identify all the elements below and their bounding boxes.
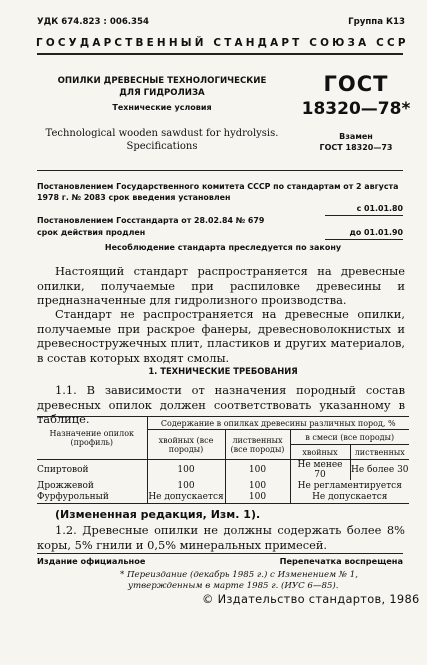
intro-paragraph-1: Настоящий стандарт распространяется на древесные опилки, получаемые при распиловке древесины и предназначенные для гидролизного производства. [37, 264, 405, 308]
composition-table [37, 416, 409, 504]
header-mix-conifer: хвойных [290, 445, 350, 460]
gost-number: 18320—78* [301, 99, 411, 119]
decree-2-line1: Постановлением Госстандарта от 28.02.84 № 679 [37, 216, 265, 225]
paragraph-1-1: 1.1. В зависимости от назначения породный состав древесных опилок должен соответствовать указанному в таблице. [37, 383, 405, 427]
subtitle-ru: Технические условия [112, 103, 212, 112]
row-deciduous: 100 [225, 491, 290, 503]
official-edition: Издание официальное [37, 556, 146, 566]
row-mix-deciduous: Не более 30 [350, 465, 409, 475]
table-row [37, 480, 409, 491]
decree-1-line1: Постановлением Государственного комитета СССР по стандартам от 2 августа [37, 182, 399, 191]
reprint-prohibited: Перепечатка воспрещена [279, 556, 403, 566]
section-1-heading: 1. ТЕХНИЧЕСКИЕ ТРЕБОВАНИЯ [148, 366, 298, 376]
title-ru-line2: ДЛЯ ГИДРОЛИЗА [119, 88, 205, 98]
title-en-line1: Technological wooden sawdust for hydrolysis. [45, 128, 279, 139]
gost-label: ГОСТ [323, 72, 389, 96]
decree-1-date: с 01.01.80 [356, 204, 403, 213]
header-conifer: хвойных (все породы) [147, 430, 225, 460]
row-mix: Не регламентируется [297, 480, 402, 491]
title-en-line2: Specifications [126, 141, 198, 152]
decree-1-line2: 1978 г. № 2083 срок введения установлен [37, 193, 231, 202]
row-name: Дрожжевой [37, 480, 147, 491]
header-mixed: в смеси (все породы) [290, 430, 409, 445]
paragraph-1-2: 1.2. Древесные опилки не должны содержать более 8% коры, 5% гнили и 0,5% минеральных примесей. [37, 523, 405, 552]
state-standard-banner: ГОСУДАРСТВЕННЫЙ СТАНДАРТ СОЮЗА ССР [36, 37, 409, 49]
decree-1-date-rule [325, 215, 403, 216]
legal-warning: Несоблюдение стандарта преследуется по закону [104, 243, 342, 252]
udc-code: УДК 674.823 : 006.354 [37, 17, 149, 27]
header-content-group: Содержание в опилках древесины различных пород, % [147, 417, 409, 430]
table-row [37, 491, 409, 503]
reissue-note-line1: * Переиздание (декабрь 1985 г.) с Изменением № 1, [120, 570, 358, 580]
replaces-gost: ГОСТ 18320—73 [319, 143, 393, 152]
reissue-note-line2: утвержденным в марте 1985 г. (ИУС 6—85). [128, 581, 339, 591]
row-mix: Не допускается [312, 491, 388, 502]
row-name: Спиртовой [37, 460, 147, 481]
row-conifer: 100 [147, 460, 225, 481]
header-deciduous: лиственных (все породы) [225, 430, 290, 460]
row-conifer: Не допускается [148, 491, 224, 502]
decree-2-date: до 01.01.90 [349, 228, 403, 237]
decree-2-line2: срок действия продлен [37, 228, 146, 237]
row-mix-conifer: Не менее 70 [290, 460, 350, 481]
row-name: Фурфурольный [37, 491, 147, 503]
title-rule [37, 170, 403, 171]
row-deciduous: 100 [225, 460, 290, 481]
replaces-label: Взамен [339, 132, 373, 141]
header-mix-deciduous: лиственных [350, 445, 409, 460]
row-conifer: 100 [147, 480, 225, 491]
row-deciduous: 100 [225, 480, 290, 491]
sawdust-composition-table [37, 416, 409, 504]
intro-paragraph-2: Стандарт не распространяется на древесные опилки, получаемые при раскрое фанеры, древесноволокнистых и древесностружечных плит, пластиков и других материалов, в состав которых входят смолы. [37, 307, 405, 365]
decree-2-date-rule [325, 239, 403, 240]
table-row [37, 460, 409, 481]
header-purpose: Назначение опилок (профиль) [37, 417, 147, 460]
amended-note: (Измененная редакция, Изм. 1). [55, 508, 261, 521]
title-ru-line1: ОПИЛКИ ДРЕВЕСНЫЕ ТЕХНОЛОГИЧЕСКИЕ [57, 76, 267, 86]
footer-rule [37, 553, 403, 554]
copyright: © Издательство стандартов, 1986 [202, 592, 420, 606]
header-rule [37, 53, 403, 55]
group-code: Группа К13 [348, 17, 405, 27]
